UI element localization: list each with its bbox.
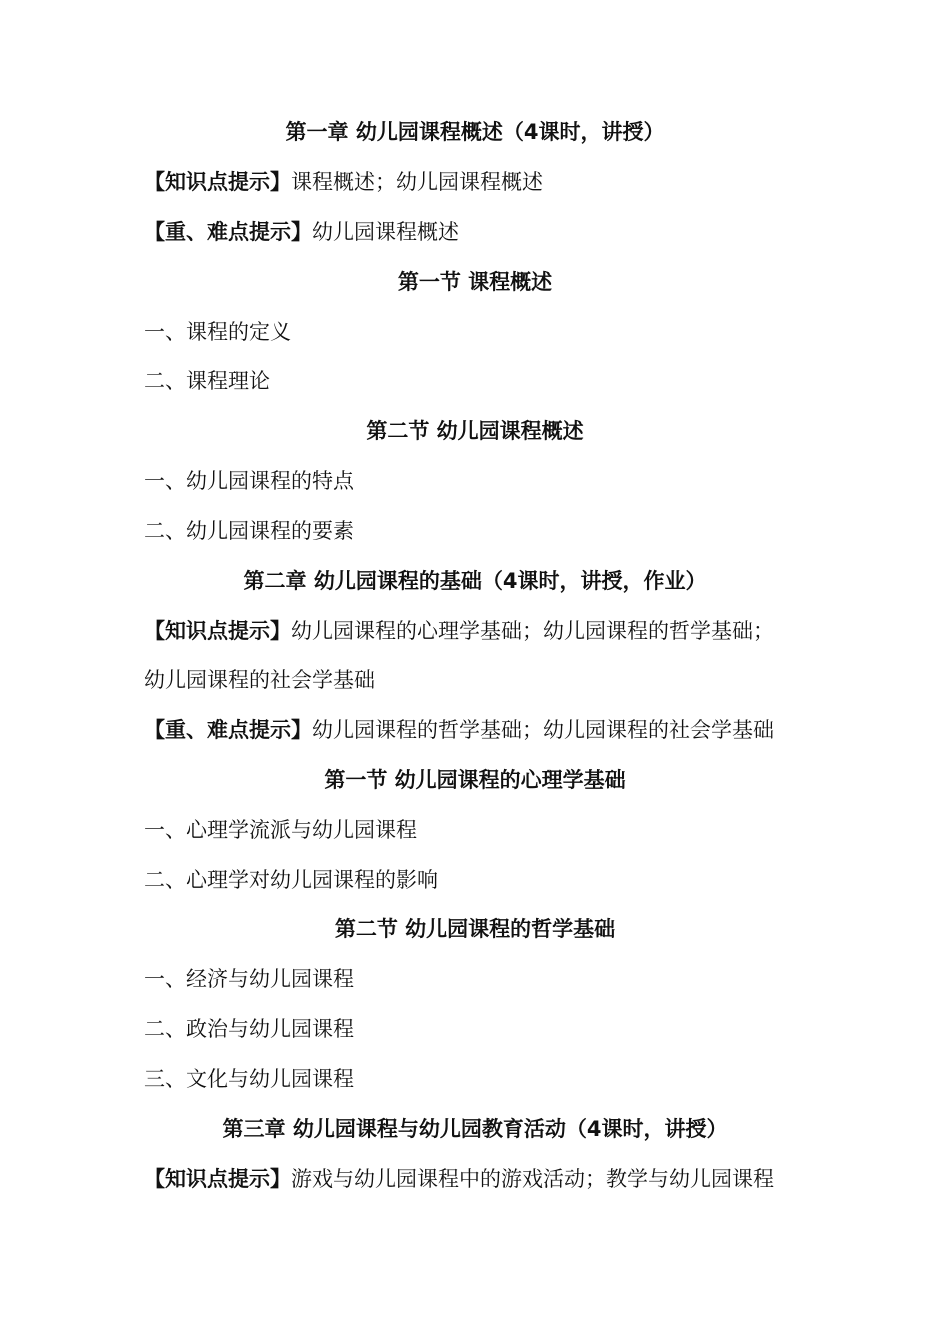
line-tag: 【重、难点提示】 (144, 718, 312, 742)
line-text: 幼儿园课程的社会学基础 (144, 668, 375, 692)
line-tag: 【知识点提示】 (144, 619, 291, 643)
line-tag: 【知识点提示】 (144, 1167, 291, 1191)
key-points-line (144, 715, 824, 745)
line-text: 二、心理学对幼儿园课程的影响 (144, 868, 438, 892)
line-text: 幼儿园课程概述 (312, 220, 459, 244)
line-text: 二、幼儿园课程的要素 (144, 519, 354, 543)
outline-item (144, 317, 824, 347)
line-text: 课程概述；幼儿园课程概述 (291, 170, 543, 194)
line-text: 一、经济与幼儿园课程 (144, 967, 354, 991)
knowledge-points-line (144, 616, 824, 646)
section-heading (0, 765, 950, 795)
outline-item (144, 1064, 824, 1094)
line-text: 一、幼儿园课程的特点 (144, 469, 354, 493)
outline-item (144, 964, 824, 994)
knowledge-points-line (144, 1164, 824, 1194)
heading-text: 第三章 幼儿园课程与幼儿园教育活动（4课时，讲授） (222, 1117, 728, 1141)
outline-item (144, 815, 824, 845)
section-heading (0, 914, 950, 944)
section-heading (0, 416, 950, 446)
heading-text: 第二节 幼儿园课程的哲学基础 (334, 917, 616, 941)
line-text: 一、课程的定义 (144, 320, 291, 344)
line-text: 游戏与幼儿园课程中的游戏活动；教学与幼儿园课程 (291, 1167, 774, 1191)
chapter-heading (0, 117, 950, 147)
line-text: 二、政治与幼儿园课程 (144, 1017, 354, 1041)
line-tag: 【重、难点提示】 (144, 220, 312, 244)
line-text: 三、文化与幼儿园课程 (144, 1067, 354, 1091)
outline-item (144, 466, 824, 496)
outline-item (144, 516, 824, 546)
knowledge-points-line (144, 167, 824, 197)
key-points-line (144, 217, 824, 247)
chapter-heading (0, 566, 950, 596)
heading-text: 第二章 幼儿园课程的基础（4课时，讲授，作业） (243, 569, 707, 593)
outline-item (144, 366, 824, 396)
line-text: 幼儿园课程的心理学基础；幼儿园课程的哲学基础； (291, 619, 774, 643)
line-text: 一、心理学流派与幼儿园课程 (144, 818, 417, 842)
section-heading (0, 267, 950, 297)
line-text: 幼儿园课程的哲学基础；幼儿园课程的社会学基础 (312, 718, 774, 742)
outline-item (144, 865, 824, 895)
knowledge-points-continuation (144, 665, 824, 695)
line-tag: 【知识点提示】 (144, 170, 291, 194)
line-text: 二、课程理论 (144, 369, 270, 393)
heading-text: 第一节 幼儿园课程的心理学基础 (324, 768, 626, 792)
heading-text: 第一节 课程概述 (397, 270, 553, 294)
outline-item (144, 1014, 824, 1044)
chapter-heading (0, 1114, 950, 1144)
heading-text: 第二节 幼儿园课程概述 (366, 419, 584, 443)
heading-text: 第一章 幼儿园课程概述（4课时，讲授） (285, 120, 665, 144)
